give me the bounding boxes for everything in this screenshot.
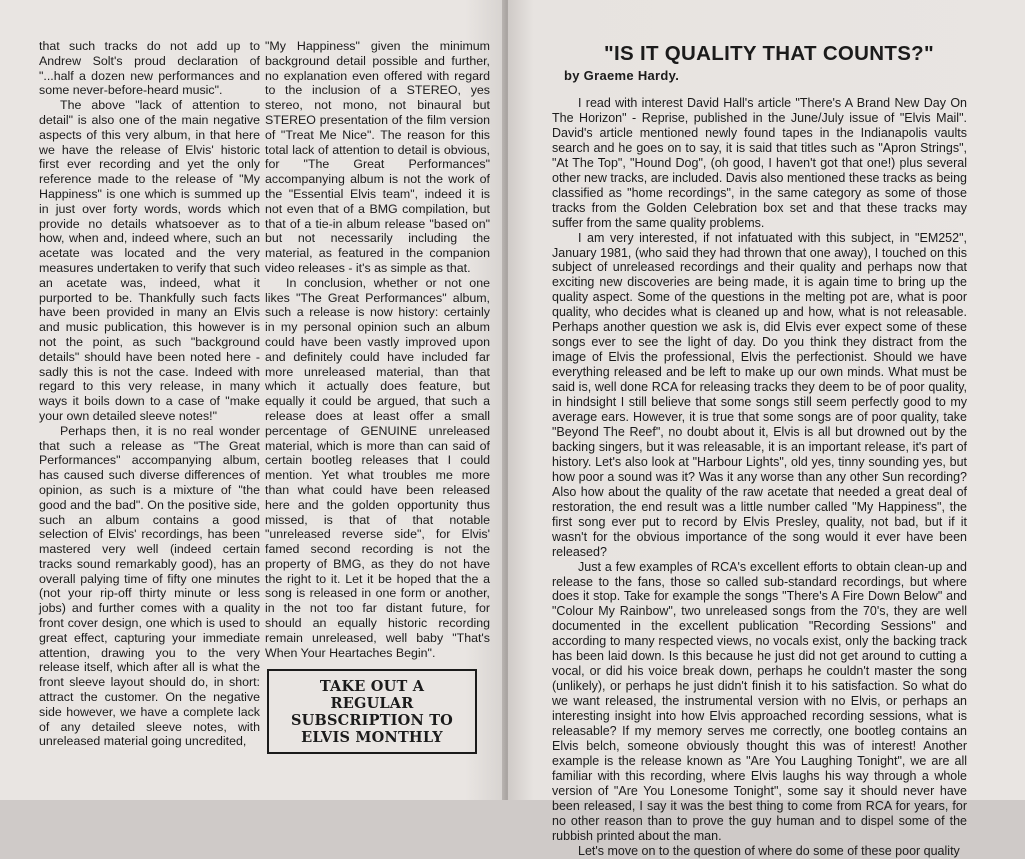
promo-line: TAKE OUT A	[319, 677, 425, 695]
paragraph: Let's move on to the question of where do some of these poor quality	[578, 843, 960, 858]
paragraph: Perhaps then, it is no real wonder that such a release as "The Great Performances" accompanying album, has caused such diverse differences of opinion, as such is a mixture of "the good and the bad". On the positive side, such an album contains a good selection of Elvis' recordings, has been mastered very well (indeed certain tracks sound remarkably good), has an overall palying time of fifty one minutes (not your rip-off thirty minute or less jobs) and further comes with a quality front cover design, one which is used to great effect, capturing your immediate attention, drawing you to the very release itself, which after all is what the front sleeve layout should do, in short: attract the customer. On the negative side however, we have a complete lack of any detailed sleeve notes, with unreleased material going uncredited,	[39, 423, 260, 749]
left-column-2	[265, 39, 490, 660]
right-page	[508, 0, 1025, 858]
promo-line: SUBSCRIPTION TO	[290, 711, 454, 729]
paragraph: Just a few examples of RCA's excellent efforts to obtain clean-up and release to the fans, those so called sub-standard recordings, but where does it stop. Take for example the songs "There's A Fire Down Below" and "Colour My Rainbow", two unreleased songs from the 70's, they are well documented in the excellent publication "Recording Sessions" and according to many respected views, no vocals exist, only the backing track has been laid down. Is this because he just did not get around to cutting a vocal, or did his voice break down, perhaps he couldn't master the song (unlikely), or perhaps he just didn't finish it to his satisfaction. So what do we want released, the instrumental version with no Elvis, or perhaps an interesting insight into how Elvis approached recording sessions, what is releasable? If my memory serves me correctly, one bootleg contains an Elvis belch, someone obviously thought this was of interest! Another example is the release known as "Are You Laughing Tonight", we are all familiar with this recording, where Elvis laughs his way through a whole version of "Are You Lonesome Tonight", some say it should never have been released, I say it was the best thing to come from RCA for years, for no other reason than to prove the guy human and to dispel some of the rubbish printed about the man.	[552, 559, 967, 843]
article-body	[552, 96, 967, 859]
article-byline: by Graeme Hardy.	[564, 68, 680, 83]
subscription-promo-box	[267, 669, 477, 754]
promo-line: ELVIS MONTHLY	[301, 728, 443, 746]
paragraph: I am very interested, if not infatuated with this subject, in "EM252", January 1981, (who said they had thrown that one away), I touched on this subject of unreleased recordings and their quality and perhaps now that exciting new discoveries are being made, it is again time to bring up the quality aspect. Some of the questions in the melting pot are, what is poor quality, who decides what is cleaned up and how, what is not releasable. Perhaps another question we ask is, did Elvis ever expect some of these songs ever to see the light of day. Do you think they distract from the image of Elvis the professional, Elvis the perfectionist. Should we have everything released and be left to make up our own minds. What must be said is, well done RCA for releasing tracks they deem to be of poor quality, in hindsight I still believe that some songs still seem perfectly good to my average ears. However, it is true that some songs are of poor quality, take "Beyond The Reef", no doubt about it, Elvis is all but drowned out by the backing singers, but it was releasable, it is an important release, it's part of history. Let's also look at "Harbour Lights", old yes, tinny sounding yes, but how poor a sound was it? Was it any worse than any other Sun recording? Also how about the quality of the raw acetate that needed a great deal of restoration, the end result was a little number called "My Happiness", the first song ever put to record by Elvis Presley, quality, not bad, but if it wasn't for the obvious importance of the song would it ever have been released?	[552, 230, 967, 559]
promo-line: REGULAR	[330, 694, 414, 712]
paragraph: "My Happiness" given the minimum background detail possible and further, no explanation even offered with regard to the inclusion of a STEREO, yes stereo, not mono, not binaural but STEREO presentation of the film version of "Treat Me Nice". The reason for this total lack of attention to detail is obvious, for "The Great Performances" accompanying album is not the work of the "Essential Elvis team", indeed it is not even that of a BMG compilation, but that of a tie-in album release "based on" but not necessarily including the material, as featured in the companion video releases - it's as simple as that.	[265, 39, 490, 275]
left-column-1	[39, 39, 260, 749]
article-title: "IS IT QUALITY THAT COUNTS?"	[604, 42, 935, 65]
paragraph: The above "lack of attention to detail" is also one of the main negative aspects of this very album, in that here we have the release of Elvis' historic first ever recording and yet the only reference made to the release of "My Happiness" is one which is summed up in just over forty words, words which provide no details whatsoever as to how, when and, indeed where, such an acetate was located and the very measures undertaken to verify that such an acetate was, indeed, what it purported to be. Thankfully such facts have been provided in many an Elvis and music publication, this however is not the point, as such "background details" should have been noted here - sadly this is not the case. Indeed with regard to this very release, in many ways it boils down to a case of "make your own detailed sleeve notes!"	[39, 98, 260, 423]
paragraph: In conclusion, whether or not one likes "The Great Performances" album, such a release is now history: certainly in my personal opinion such an album could have been vastly improved upon and definitely could have included far more unreleased material, than that which it actually does feature, but equally it could be argued, that such a release does at least offer a small percentage of GENUINE unreleased material, which is more than can said of certain bootleg releases that I could mention. Yet what troubles me more than what could have been released here and the golden opportunity thus missed, is that of that notable "unreleased reverse side", for Elvis' famed second recording is not the property of BMG, as they do not have the right to it. Let it be hoped that the a song is released in one form or another, in the not too far distant future, for should an equally historic recording remain unreleased, well baby "That's When Your Heartaches Begin".	[265, 275, 490, 660]
left-page	[0, 0, 506, 800]
paragraph: I read with interest David Hall's article "There's A Brand New Day On The Horizon" - Reprise, published in the June/July issue of "Elvis Mail". David's article mentioned newly found tapes in the Indianapolis vaults search and he goes on to say, it is said that titles such as "Apron Strings", "At The Top", "Hound Dog", (oh good, I haven't got that one!) plus several other new tracks, are included. Davis also mentioned these tracks as being classified as "home recordings", in the same category as some of those tracks from the Golden Celebration box set and that these tracks may suffer from the same quality problems.	[552, 96, 967, 230]
paragraph: that such tracks do not add up to Andrew Solt's proud declaration of "...half a dozen new performances and some never-before-heard music".	[39, 39, 260, 98]
